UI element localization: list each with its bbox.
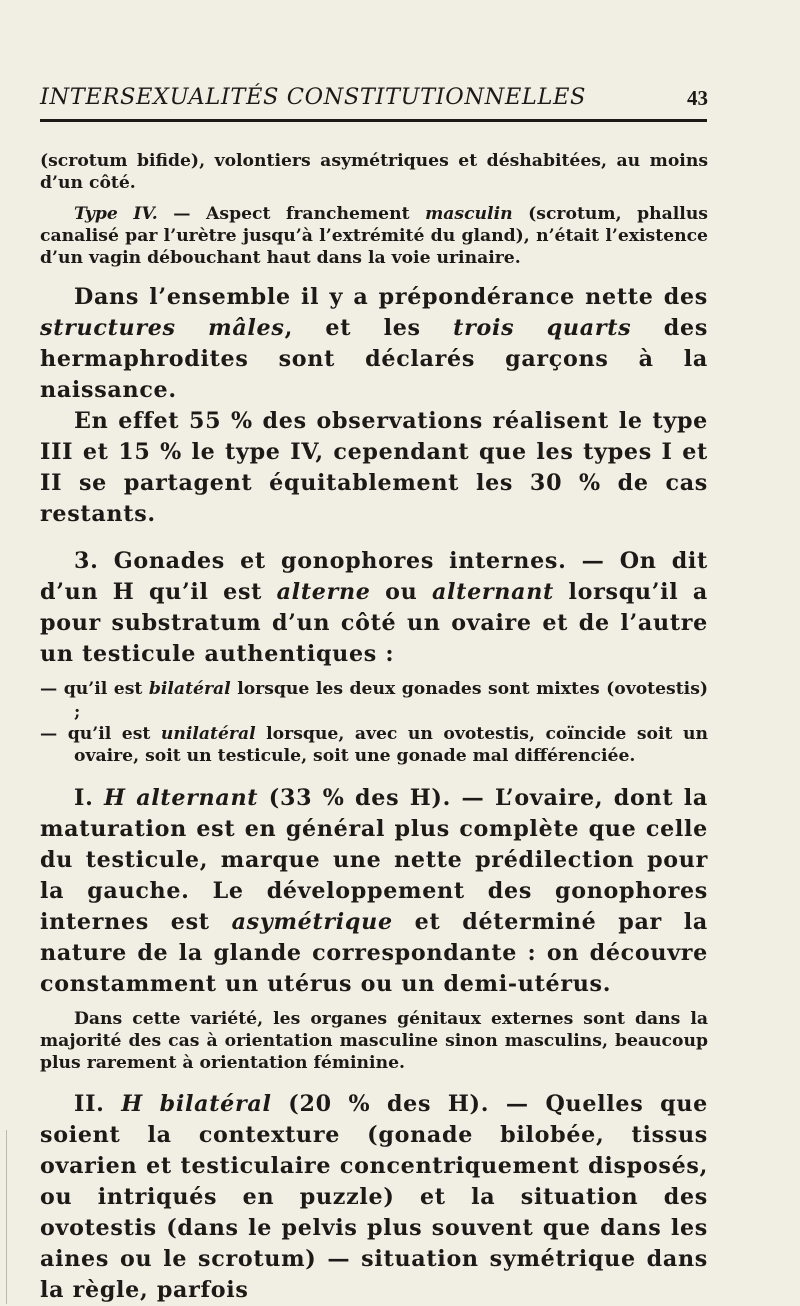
text-run: des hermaphrodites sont déclarés garçons à la naissance. — [40, 315, 709, 404]
paragraph-type-iv — [40, 203, 708, 270]
paragraph-gonades-heading — [40, 546, 708, 670]
text-run: ou — [370, 579, 432, 606]
paragraph-text: (scrotum bifide), volontiers asymétriques et déshabitées, au moins d’un côté. — [40, 151, 708, 194]
emphasis-trois-quarts: trois quarts — [453, 315, 632, 342]
emphasis-h-bilateral: H bilatéral — [121, 1090, 272, 1117]
paragraph-h-alternant — [40, 783, 708, 1000]
paragraph-variete — [40, 1008, 708, 1075]
text-run: — qu’il est — [40, 724, 161, 745]
text-run: — qu’il est — [40, 679, 149, 700]
text-run: II. — [74, 1090, 122, 1117]
paragraph-scrotum — [40, 150, 708, 195]
text-run: (33 % des H). — L’ovaire, dont la maturation est en général plus complète que celle du testicule, marque une nette prédilection pour la gauche. Le développement des gonophores internes est — [40, 784, 708, 935]
paragraph-h-bilateral — [40, 1089, 708, 1306]
text-run: lorsqu’il a pour substratum d’un côté un ovaire et de l’autre un testicule authentiques : — [40, 579, 708, 668]
page-edge-mark — [6, 1130, 7, 1304]
page-body — [40, 150, 708, 1306]
text-run: — Aspect franchement — [157, 203, 426, 224]
page-header — [40, 84, 708, 114]
text-run: , et les — [284, 315, 454, 342]
list-item-bilateral — [40, 678, 708, 723]
list-item-unilateral — [40, 723, 708, 768]
text-run: I. — [74, 784, 105, 811]
emphasis-h-alternant: H alternant — [104, 784, 259, 811]
emphasis-alterne: alterne — [276, 579, 371, 606]
paragraph-effet — [40, 406, 708, 530]
text-run: 3. Gonades et gonophores internes. — On dit d’un H qu’il est — [40, 548, 708, 606]
header-rule — [40, 119, 707, 122]
emphasis-alternant: alternant — [431, 579, 554, 606]
text-run: et déterminé par la nature de la glande correspondante : on découvre constamment un utérus ou un demi-utérus. — [40, 908, 708, 997]
page-number: 43 — [687, 86, 708, 110]
emphasis-unilateral: unilatéral — [160, 724, 256, 745]
text-run: Dans cette variété, les organes génitaux externes sont dans la majorité des cas à orientation masculine sinon masculins, beaucoup plus rarement à orientation féminine. — [40, 1008, 708, 1074]
emphasis-structures-males: structures mâles — [40, 315, 285, 342]
text-run: lorsque les deux gonades sont mixtes (ovotestis) ; — [74, 679, 709, 722]
running-title: INTERSEXUALITÉS CONSTITUTIONNELLES — [40, 84, 587, 110]
emphasis-masculin: masculin — [425, 203, 513, 224]
text-run: Dans l’ensemble il y a prépondérance nette des — [74, 284, 708, 311]
type-iv-label: Type IV. — [74, 203, 158, 224]
text-run: En effet 55 % des observations réalisent le type III et 15 % le type IV, cependant que les types I et II se partagent équitablement les 30 % de cas restants. — [40, 408, 708, 528]
emphasis-bilateral: bilatéral — [148, 679, 231, 700]
text-run: (20 % des H). — Quelles que soient la contexture (gonade bilobée, tissus ovarien et testiculaire concentriquement disposés, ou intriqués en puzzle) et la situation des ovotestis (dans le pelvis plus souvent que dans les aines ou le scrotum) — situation symétrique dans la règle, parfois — [40, 1090, 708, 1303]
text-run: (scrotum, phallus canalisé par l’urètre jusqu’à l’extrémité du gland), n’était l’existence d’un vagin débouchant haut dans la voie urinaire. — [40, 203, 708, 269]
text-run: lorsque, avec un ovotestis, coïncide soit un ovaire, soit un testicule, soit une gonade mal différenciée. — [74, 724, 708, 767]
paragraph-ensemble — [40, 282, 708, 406]
emphasis-asymetrique: asymétrique — [231, 908, 393, 935]
